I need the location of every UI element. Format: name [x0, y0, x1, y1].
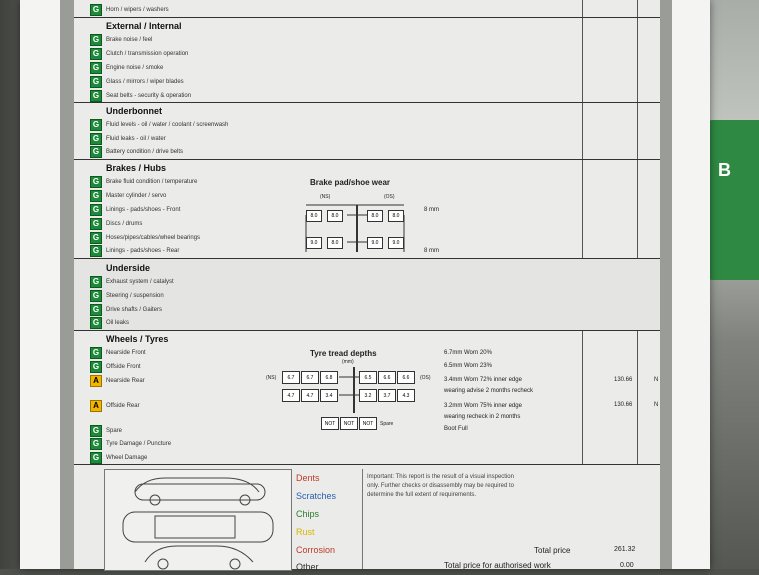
tyre-value: 3.2 [359, 389, 377, 402]
brake-value: 9.0 [388, 237, 404, 249]
status-badge: G [90, 204, 102, 216]
check-label: Nearside Rear [106, 377, 145, 384]
legend-dents: Dents [296, 473, 320, 483]
tyre-value: 3.7 [378, 389, 396, 402]
tyre-value: 6.7 [282, 371, 300, 384]
brake-value: 8.0 [327, 237, 343, 249]
check-label: Tyre Damage / Puncture [106, 440, 172, 447]
spare-value: NOT [359, 417, 377, 430]
check-row [90, 204, 180, 215]
tyre-value: 6.7 [301, 371, 319, 384]
check-row [90, 34, 152, 45]
check-row [90, 290, 164, 301]
car-outline-icon [105, 470, 291, 570]
check-label: Battery condition / drive belts [106, 148, 184, 155]
status-badge: G [90, 452, 102, 464]
total-price-value: 261.32 [614, 546, 636, 553]
check-label: Clutch / transmission operation [106, 50, 189, 57]
check-label: Exhaust system / catalyst [106, 278, 174, 285]
status-badge: G [90, 425, 102, 437]
check-label: Linings - pads/shoes - Rear [106, 247, 180, 254]
tyre-value: 4.7 [282, 389, 300, 402]
tyre-diagram-title: Tyre tread depths [310, 349, 377, 358]
check-row [90, 90, 191, 101]
check-label: Glass / mirrors / wiper blades [106, 78, 184, 85]
spare-label: Spare [380, 421, 394, 427]
section-title: External / Internal [106, 21, 182, 31]
spare-value: NOT [340, 417, 358, 430]
price-offside-rear: 130.66 [614, 402, 633, 408]
tyre-value: 6.8 [320, 371, 338, 384]
section-external [74, 17, 660, 103]
status-badge: G [90, 4, 102, 16]
tyre-value: 4.7 [301, 389, 319, 402]
check-row [90, 76, 184, 87]
check-label: Discs / drums [106, 220, 143, 227]
legend-rust: Rust [296, 527, 315, 537]
tyre-ns-label: (NS) [266, 375, 277, 381]
check-row [90, 425, 122, 436]
check-label: Spare [106, 427, 123, 434]
tyre-note: wearing recheck in 2 months [444, 414, 521, 420]
tyre-value: 3.4 [320, 389, 338, 402]
check-row [90, 232, 200, 243]
spare-value: NOT [321, 417, 339, 430]
legend-chips: Chips [296, 509, 320, 519]
status-badge: G [90, 146, 102, 158]
section-brakes [74, 159, 660, 259]
check-label: Linings - pads/shoes - Front [106, 206, 181, 213]
legend-other: Other [296, 562, 319, 572]
section-title: Brakes / Hubs [106, 163, 167, 173]
brake-axle-lines [294, 200, 414, 255]
status-badge: G [90, 317, 102, 329]
section-underbonnet [74, 102, 660, 160]
tyre-note: 3.4mm Worn 72% inner edge [444, 377, 522, 383]
status-badge: G [90, 176, 102, 188]
damage-section [74, 464, 660, 570]
tyre-note: Boot Full [444, 426, 468, 432]
tyre-axle-lines [274, 365, 434, 415]
status-badge: G [90, 232, 102, 244]
check-row [90, 146, 183, 157]
section-title: Underside [106, 263, 151, 273]
brake-rear-mm: 8 mm [424, 248, 439, 254]
status-badge: G [90, 90, 102, 102]
right-margin-band [660, 0, 672, 569]
authorised-price-label: Total price for authorised work [444, 561, 551, 570]
section-title: Wheels / Tyres [106, 334, 169, 344]
brake-value: 8.0 [367, 210, 383, 222]
status-badge: G [90, 361, 102, 373]
tyre-os-label: (OS) [420, 375, 431, 381]
important-note: Important: This report is the result of a visual inspection only. Further checks or disassembly may be required to determine the full extent of requirements. [367, 474, 514, 498]
brake-os-label: (OS) [384, 194, 395, 200]
brake-value: 8.0 [388, 210, 404, 222]
authorised-price-value: 0.00 [620, 562, 634, 569]
check-label: Horn / wipers / washers [106, 6, 169, 13]
check-row [90, 190, 166, 201]
tyre-note: 6.5mm Worn 23% [444, 363, 492, 369]
status-badge: G [90, 62, 102, 74]
tyre-note: wearing advise 2 months recheck [444, 388, 534, 394]
check-row [90, 361, 141, 372]
status-badge: A [90, 400, 102, 412]
tyre-value: 6.5 [359, 371, 377, 384]
check-row [90, 400, 140, 411]
inspection-sheet [20, 0, 710, 572]
status-badge: G [90, 347, 102, 359]
status-badge: G [90, 76, 102, 88]
check-row [90, 375, 145, 386]
green-box: B [708, 120, 759, 280]
check-row [90, 245, 179, 256]
check-label: Offside Front [106, 363, 141, 370]
check-row [90, 317, 129, 328]
check-row [90, 304, 162, 315]
check-row [90, 119, 228, 130]
check-label: Brake noise / feel [106, 36, 153, 43]
status-badge: G [90, 245, 102, 257]
status-badge: A [90, 375, 102, 387]
tyre-value: 4.3 [397, 389, 415, 402]
brake-value: 8.0 [327, 210, 343, 222]
total-price-label: Total price [534, 546, 571, 555]
tyre-value: 6.6 [397, 371, 415, 384]
inspection-form [74, 0, 660, 572]
check-label: Fluid levels - oil / water / coolant / screenwash [106, 121, 229, 128]
status-badge: G [90, 276, 102, 288]
check-label: Steering / suspension [106, 292, 164, 299]
section-wheels [74, 330, 660, 465]
check-label: Hoses/pipes/cables/wheel bearings [106, 234, 201, 241]
brake-value: 8.0 [306, 210, 322, 222]
check-row [90, 218, 142, 229]
section-underside [74, 258, 660, 331]
check-label: Offside Rear [106, 402, 140, 409]
brake-value: 9.0 [306, 237, 322, 249]
check-row [90, 276, 174, 287]
section-title: Underbonnet [106, 106, 162, 116]
status-badge: G [90, 290, 102, 302]
status-badge: G [90, 438, 102, 450]
check-row [90, 62, 163, 73]
check-row [90, 176, 197, 187]
legend-scratches: Scratches [296, 491, 337, 501]
check-row [90, 133, 166, 144]
check-row [90, 347, 146, 358]
status-badge: G [90, 34, 102, 46]
tyre-note: 3.2mm Worn 75% inner edge [444, 403, 522, 409]
price-nearside-rear: 130.66 [614, 377, 633, 383]
status-badge: G [90, 190, 102, 202]
status-badge: G [90, 133, 102, 145]
brake-front-mm: 8 mm [424, 207, 439, 213]
check-label: Seat belts - security & operation [106, 92, 192, 99]
status-badge: G [90, 119, 102, 131]
brake-ns-label: (NS) [320, 194, 331, 200]
check-label: Oil leaks [106, 319, 130, 326]
left-margin-band [60, 0, 74, 569]
check-label: Nearside Front [106, 349, 146, 356]
check-row [90, 438, 171, 449]
status-badge: G [90, 218, 102, 230]
check-label: Drive shafts / Gaiters [106, 306, 163, 313]
check-row [90, 452, 147, 463]
status-badge: G [90, 304, 102, 316]
check-label: Master cylinder / servo [106, 192, 167, 199]
tyre-value: 6.6 [378, 371, 396, 384]
flag-offside-rear: N [654, 402, 659, 408]
car-diagram-box [104, 469, 292, 571]
check-label: Fluid leaks - oil / water [106, 135, 166, 142]
tyre-mm-label: (mm) [342, 359, 354, 365]
status-badge: G [90, 48, 102, 60]
check-label: Wheel Damage [106, 454, 148, 461]
check-row [90, 4, 169, 15]
brake-value: 9.0 [367, 237, 383, 249]
legend-corrosion: Corrosion [296, 545, 336, 555]
brake-diagram-title: Brake pad/shoe wear [310, 178, 391, 187]
check-row [90, 48, 188, 59]
check-label: Engine noise / smoke [106, 64, 164, 71]
tyre-note: 6.7mm Worn 20% [444, 350, 492, 356]
flag-nearside-rear: N [654, 377, 659, 383]
check-label: Brake fluid condition / temperature [106, 178, 198, 185]
